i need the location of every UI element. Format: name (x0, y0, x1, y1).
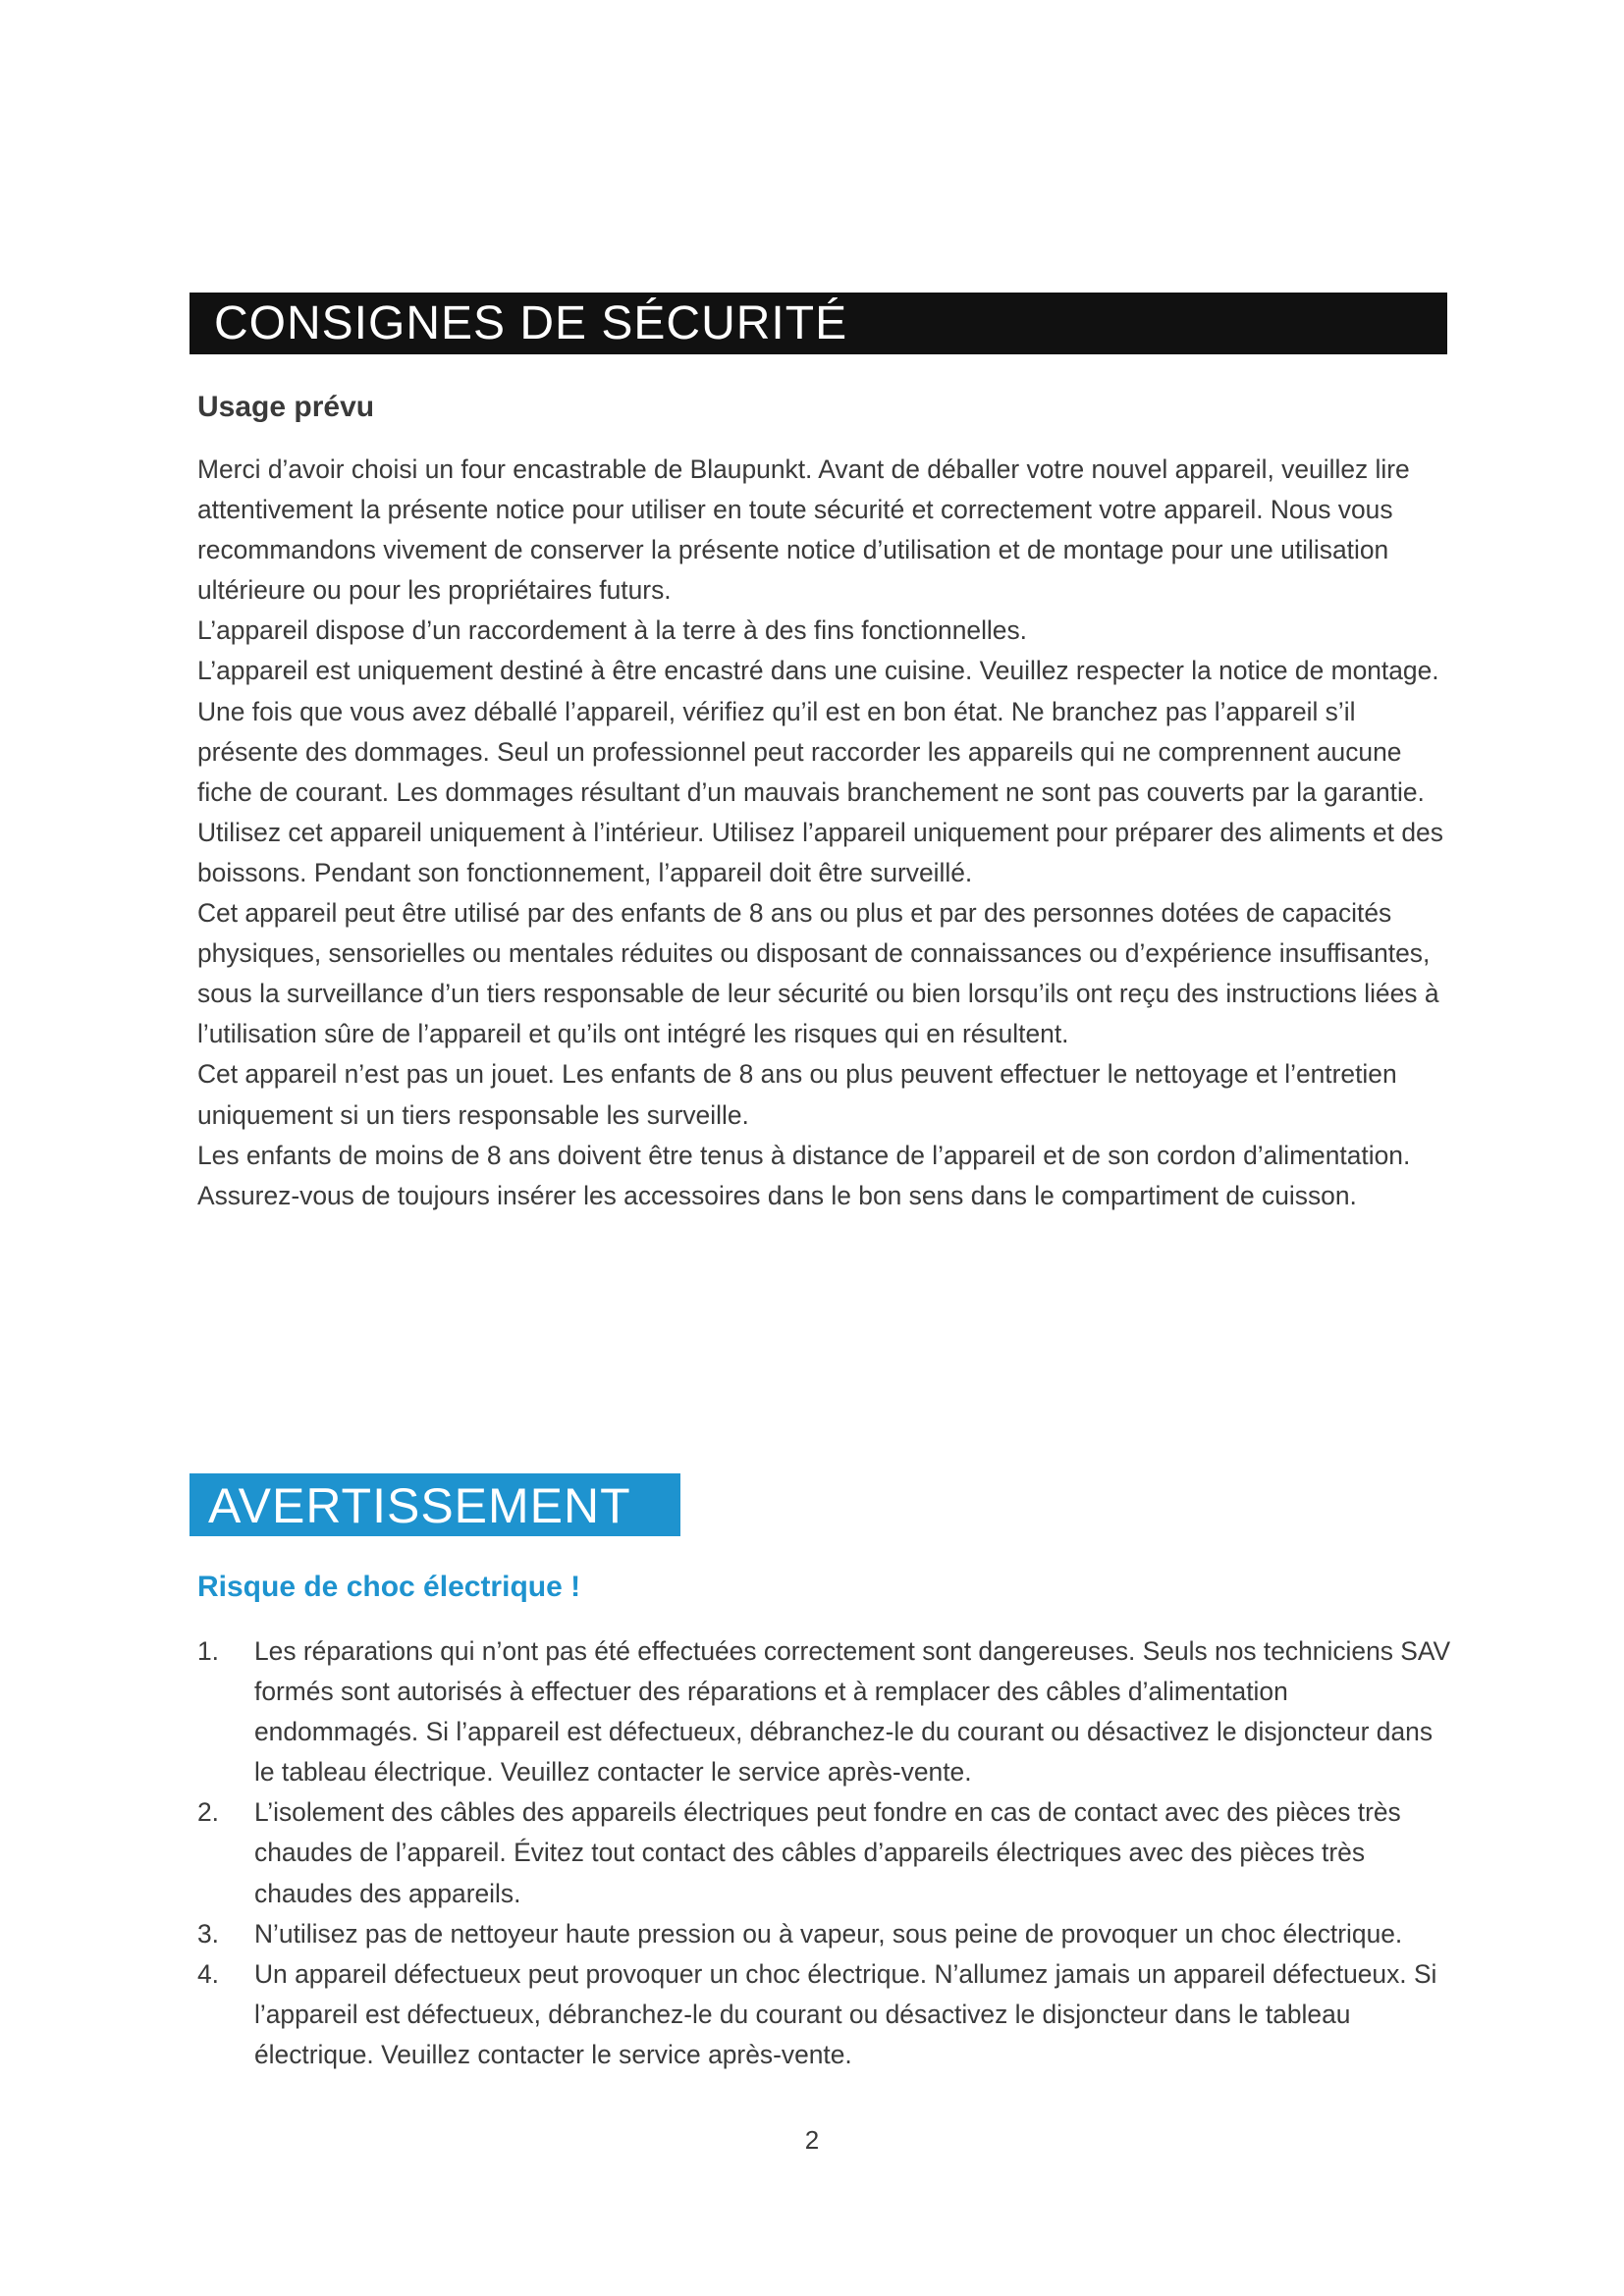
warning-item-number: 4. (197, 1958, 220, 1989)
safety-section-banner (189, 293, 1447, 354)
warning-list-item (197, 1914, 1459, 1954)
usage-paragraph-accessories: Assurez-vous de toujours insérer les accessoires dans le bon sens dans le compartiment de cuisson. (197, 1180, 1357, 1210)
warning-list-item (197, 1954, 1459, 2075)
warning-item-number: 3. (197, 1918, 220, 1949)
usage-paragraphs (197, 450, 1459, 1216)
warning-item-text: L’isolement des câbles des appareils électriques peut fondre en cas de contact avec des pièces très chaudes de l’appareil. Évitez tout contact des câbles d’appareils électriques avec des pièces très chaudes des appareils. (254, 1797, 1401, 1908)
usage-paragraph-under-eight: Les enfants de moins de 8 ans doivent être tenus à distance de l’appareil et de son cordon d’alimentation. (197, 1140, 1411, 1170)
warning-item-number: 1. (197, 1636, 220, 1666)
electric-shock-heading: Risque de choc électrique ! (197, 1571, 581, 1603)
safety-section-title: CONSIGNES DE SÉCURITÉ (214, 297, 848, 349)
usage-paragraph-not-a-toy: Cet appareil n’est pas un jouet. Les enfants de 8 ans ou plus peuvent effectuer le nettoyage et l’entretien uniquement si un tiers responsable les surveille. (197, 1059, 1397, 1130)
warning-item-text: Un appareil défectueux peut provoquer un choc électrique. N’allumez jamais un appareil défectueux. Si l’appareil est défectueux, débranchez-le du courant ou désactivez le disjoncteur dans le tableau électrique. Veuillez contacter le service après-vente. (254, 1958, 1437, 2069)
warning-banner (189, 1473, 680, 1536)
usage-paragraph-earthing: L’appareil dispose d’un raccordement à la terre à des fins fonctionnelles. (197, 615, 1028, 646)
usage-heading: Usage prévu (197, 391, 375, 423)
page-number: 2 (804, 2125, 820, 2155)
usage-paragraph-children-capacity: Cet appareil peut être utilisé par des enfants de 8 ans ou plus et par des personnes dotées de capacités physiques, sensorielles ou mentales réduites ou disposant de connaissances ou d’expérience insuffisantes, sous la surveillance d’un tiers responsable de leur sécurité ou bien lorsqu’ils ont reçu des instructions liées à l’utilisation sûre de l’appareil et qu’ils ont intégré les risques qui en résultent. (197, 898, 1439, 1049)
warning-banner-title: AVERTISSEMENT (208, 1478, 631, 1533)
usage-paragraph-unpacking: Une fois que vous avez déballé l’appareil, vérifiez qu’il est en bon état. Ne branchez pas l’appareil s’il présente des dommages. Seul un professionnel peut raccorder les appareils qui ne comprennent aucune fiche de courant. Les dommages résultant d’un mauvais branchement ne sont pas couverts par la garantie. Utilisez cet appareil uniquement à l’intérieur. Utilisez l’appareil uniquement pour préparer des aliments et des boissons. Pendant son fonctionnement, l’appareil doit être surveillé. (197, 696, 1443, 887)
usage-paragraph-builtin: L’appareil est uniquement destiné à être encastré dans une cuisine. Veuillez respecter la notice de montage. (197, 656, 1439, 686)
warning-item-number: 2. (197, 1797, 220, 1828)
warning-item-text: N’utilisez pas de nettoyeur haute pression ou à vapeur, sous peine de provoquer un choc électrique. (254, 1918, 1403, 1949)
warning-list-item (197, 1631, 1459, 1792)
usage-paragraph-intro: Merci d’avoir choisi un four encastrable de Blaupunkt. Avant de déballer votre nouvel appareil, veuillez lire attentivement la présente notice pour utiliser en toute sécurité et correctement votre appareil. Nous vous recommandons vivement de conserver la présente notice d’utilisation et de montage pour une utilisation ultérieure ou pour les propriétaires futurs. (197, 454, 1410, 606)
warning-list-item (197, 1792, 1459, 1913)
warning-list (197, 1631, 1459, 2075)
warning-item-text: Les réparations qui n’ont pas été effectuées correctement sont dangereuses. Seuls nos techniciens SAV formés sont autorisés à effectuer des réparations et à remplacer des câbles d’alimentation endommagés. Si l’appareil est défectueux, débranchez-le du courant ou désactivez le disjoncteur dans le tableau électrique. Veuillez contacter le service après-vente. (254, 1636, 1451, 1788)
